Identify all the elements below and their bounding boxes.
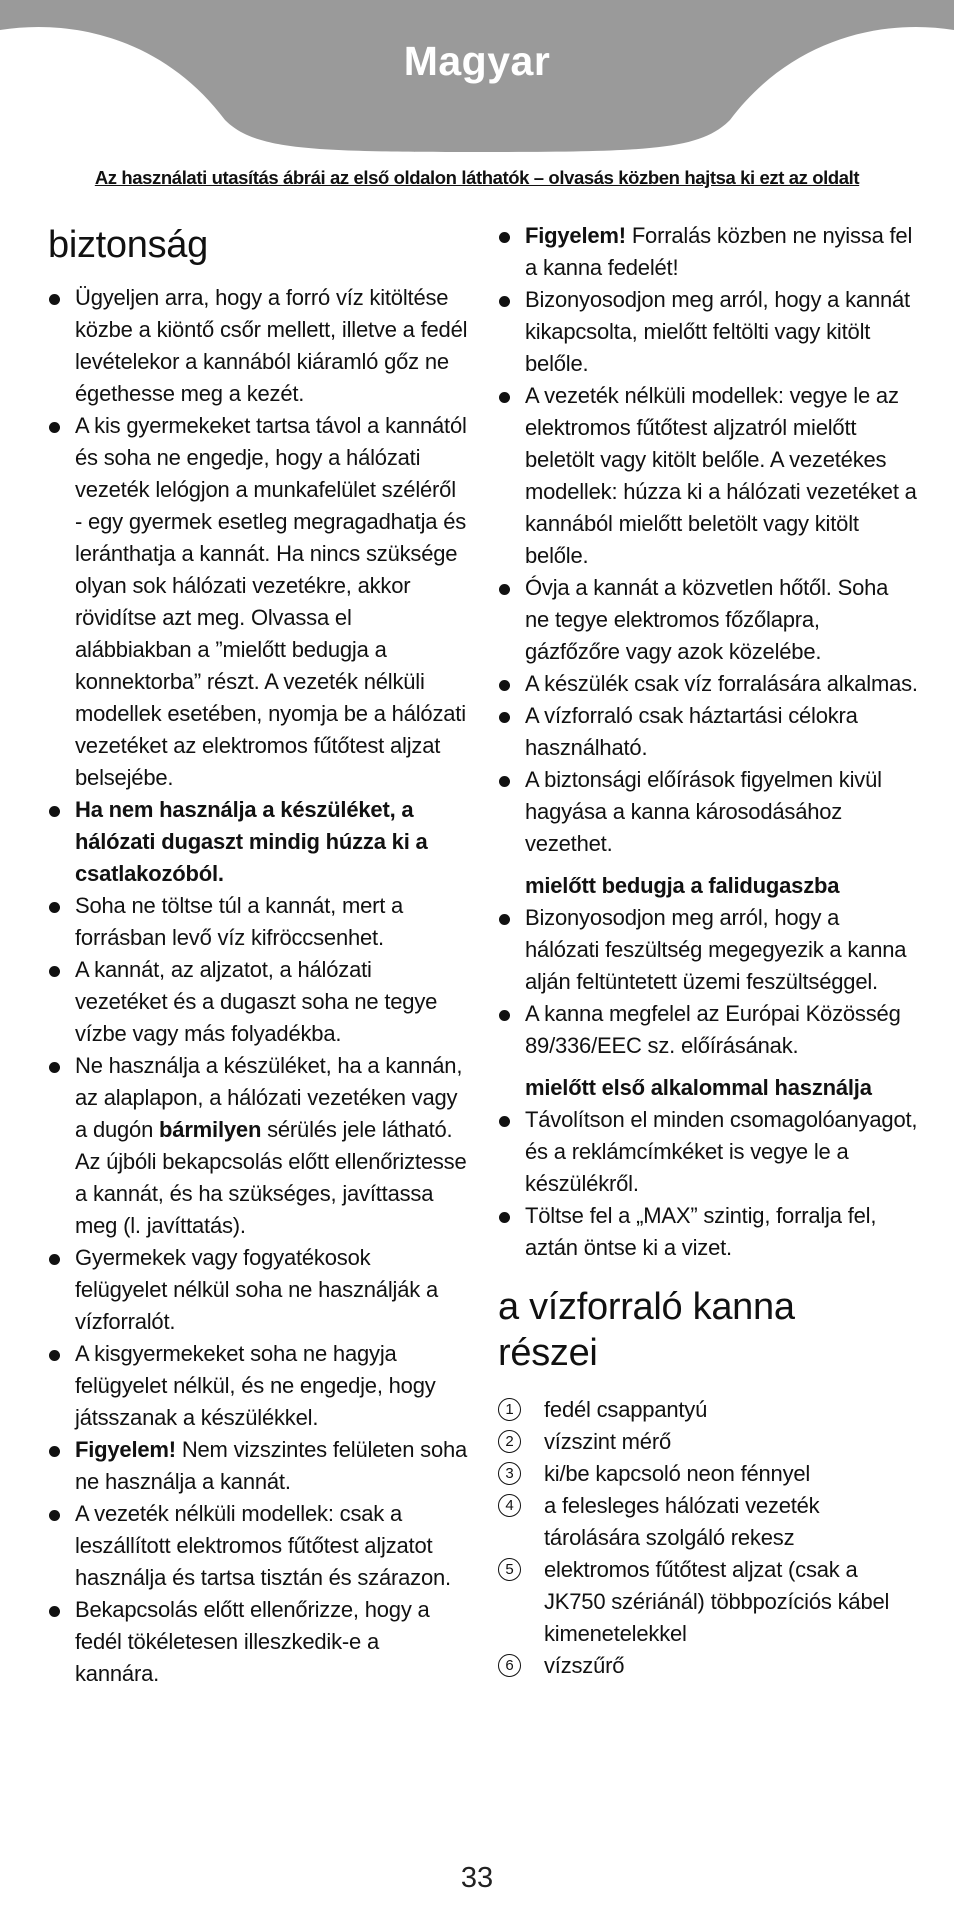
safety-bullet-list [48,282,468,1690]
kettle-part-item [498,1394,918,1426]
bullet-emphasis: bármilyen [159,1117,262,1142]
bullet-text: Forralás közben ne nyissa fel a kanna fedelét! [525,223,913,280]
kettle-part-item [498,1426,918,1458]
part-number-circle: 4 [498,1494,521,1517]
bullet-item [48,1594,468,1690]
bullet-item [48,1242,468,1338]
bullet-text: A készülék csak víz forralására alkalmas. [525,671,918,696]
kettle-parts-list [498,1394,918,1682]
bullet-item [498,668,918,700]
part-label: a felesleges hálózati vezeték tárolására szolgáló rekesz [544,1493,820,1550]
bullet-text: Ne használja a készüléket, ha a kannán, az alaplapon, a hálózati vezetéken vagy a dugón [75,1053,463,1142]
bullet-item [48,1338,468,1434]
right-column [498,220,918,1682]
part-number-circle: 2 [498,1430,521,1453]
header-banner [0,0,954,160]
bullet-text: A vízforraló csak háztartási célokra használható. [525,703,858,760]
bullet-text: Bizonyosodjon meg arról, hogy a hálózati feszültség megegyezik a kanna alján feltüntetett üzemi feszültséggel. [525,905,907,994]
bullet-text: Távolítson el minden csomagolóanyagot, és a reklámcímkéket is vegye le a készülékről. [525,1107,918,1196]
bullet-item [498,902,918,998]
safety-bullet-list-continued [498,220,918,860]
subheading-before-plugging-in: mielőtt bedugja a falidugaszba [525,873,840,898]
bullet-item [498,220,918,284]
bullet-item [498,998,918,1062]
bullet-item [498,1200,918,1264]
part-number-circle: 5 [498,1558,521,1581]
instructions-notice: Az használati utasítás ábrái az első oldalon láthatók – olvasás közben hajtsa ki ezt az oldalt [94,167,860,188]
bullet-text: A kis gyermekeket tartsa távol a kannától és soha ne engedje, hogy a hálózati vezeték lelógjon a munkafelület széléről ‐ egy gyermek esetleg megragadhatja és leránthatja a kannát. Ha nincs szüksége olyan sok hálózati vezetékre, akkor rövidítse azt meg. Olvassa el alábbiakban a ”mielőtt bedugja a konnektorba” részt. A vezeték nélküli modellek esetében, nyomja be a hálózati vezetéket az elektromos fűtőtest aljzat belsejébe. [75,413,467,790]
bullet-emphasis: Figyelem! [525,223,626,248]
first-use-bullet-list [498,1104,918,1264]
bullet-item [48,954,468,1050]
kettle-part-item [498,1490,918,1554]
kettle-part-item [498,1458,918,1490]
bullet-emphasis: Ha nem használja a készüléket, a hálózati dugaszt mindig húzza ki a csatlakozóból. [75,797,428,886]
bullet-text: Töltse fel a „MAX” szintig, forralja fel, aztán öntse ki a vizet. [525,1203,877,1260]
bullet-text: Ügyeljen arra, hogy a forró víz kitöltése közbe a kiöntő csőr mellett, illetve a fedél levételekor a kannából kiáramló gőz ne égethesse meg a kezét. [75,285,468,406]
bullet-item [498,764,918,860]
bullet-text: Bizonyosodjon meg arról, hogy a kannát kikapcsolta, mielőtt feltölti vagy kitölt belőle. [525,287,910,376]
bullet-text: Soha ne töltse túl a kannát, mert a forrásban levő víz kifröccsenhet. [75,893,404,950]
bullet-item [48,794,468,890]
bullet-item [498,700,918,764]
part-number-circle: 3 [498,1462,521,1485]
bullet-item [48,890,468,954]
section-heading-kettle-parts: a vízforraló kanna részei [498,1286,795,1374]
bullet-text: A biztonsági előírások figyelmen kivül hagyása a kanna károsodásához vezethet. [525,767,882,856]
bullet-text: Gyermekek vagy fogyatékosok felügyelet nélkül soha ne használják a vízforralót. [75,1245,438,1334]
bullet-text: Nem vizszintes felületen soha ne használja a kannát. [75,1437,468,1494]
bullet-text: A vezeték nélküli modellek: csak a leszállított elektromos fűtőtest aljzatot használja és tartsa tisztán és szárazon. [75,1501,451,1590]
bullet-item [48,1050,468,1242]
bullet-text: Bekapcsolás előtt ellenőrizze, hogy a fedél tökéletesen illeszkedik‐e a kannára. [75,1597,430,1686]
bullet-item [498,380,918,572]
part-label: ki/be kapcsoló neon fénnyel [544,1461,811,1486]
page-number: 33 [460,1862,494,1894]
kettle-part-item [498,1650,918,1682]
bullet-item [48,410,468,794]
page-language-title: Magyar [403,38,551,84]
bullet-emphasis: Figyelem! [75,1437,176,1462]
bullet-text: Óvja a kannát a közvetlen hőtől. Soha ne tegye elektromos főzőlapra, gázfőzőre vagy azok közelébe. [525,575,889,664]
bullet-text: A vezeték nélküli modellek: vegye le az elektromos fűtőtest aljzatról mielőtt beletölt vagy kitölt belőle. A vezetékes modellek: húzza ki a hálózati vezetéket a kannából mielőtt beletölt vagy kitölt belőle. [525,383,917,568]
subheading-before-first-use: mielőtt első alkalommal használja [525,1075,872,1100]
part-number-circle: 1 [498,1398,521,1421]
bullet-item [48,282,468,410]
bullet-item [48,1434,468,1498]
kettle-part-item [498,1554,918,1650]
part-label: fedél csappantyú [544,1397,708,1422]
bullet-item [498,572,918,668]
bullet-item [48,1498,468,1594]
part-label: vízszűrő [544,1653,625,1678]
plug-bullet-list [498,902,918,1062]
bullet-text: A kannát, az aljzatot, a hálózati vezetéket és a dugaszt soha ne tegye vízbe vagy más folyadékba. [75,957,438,1046]
bullet-item [498,1104,918,1200]
part-label: vízszint mérő [544,1429,671,1454]
bullet-text: sérülés jele látható. Az újbóli bekapcsolás előtt ellenőriztesse a kannát, és ha szükséges, javíttassa meg (l. javíttatás). [75,1117,467,1238]
bullet-text: A kanna megfelel az Európai Közösség 89/336/EEC sz. előírásának. [525,1001,901,1058]
part-number-circle: 6 [498,1654,521,1677]
bullet-text: A kisgyermekeket soha ne hagyja felügyelet nélkül, és ne engedje, hogy játsszanak a készülékkel. [75,1341,436,1430]
part-label: elektromos fűtőtest aljzat (csak a JK750 szériánál) többpozíciós kábel kimenetelekkel [544,1557,890,1646]
section-heading-safety: biztonság [48,224,208,266]
left-column [48,222,468,1690]
bullet-item [498,284,918,380]
